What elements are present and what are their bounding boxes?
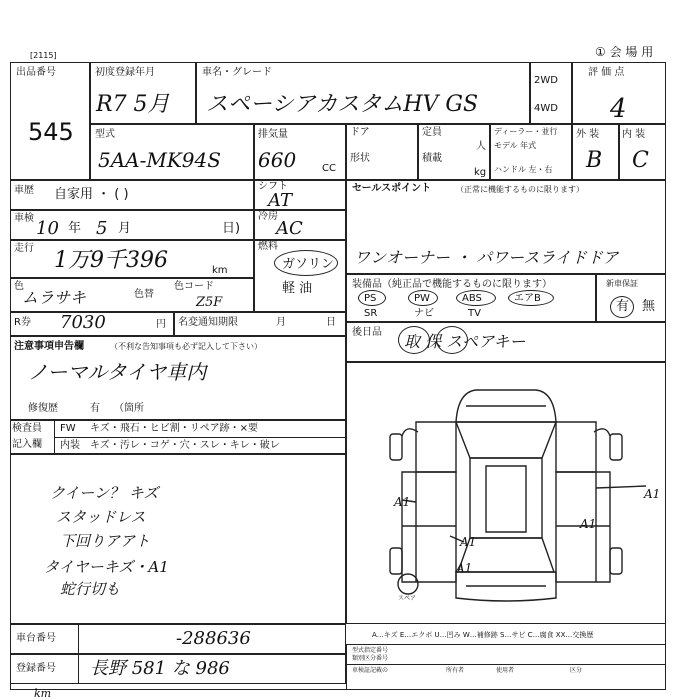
model-value: 5AA-MK94S <box>98 148 221 172</box>
inspection-month-unit: 月 <box>118 221 132 236</box>
hand-note-4: タイヤーキズ・A1 <box>44 558 169 576</box>
inspection-year-unit: 年 <box>68 221 82 236</box>
shift-label: シフト <box>258 181 288 192</box>
equip-ps-circle <box>358 290 386 306</box>
displacement-label: 排気量 <box>258 129 288 140</box>
chassis-value: -288636 <box>176 628 251 649</box>
lot-number: 545 <box>28 118 74 146</box>
bottom-small-4: 所有者 <box>446 667 465 674</box>
fuel-selected-circle <box>274 250 338 276</box>
exterior-label: 外 装 <box>576 129 600 140</box>
bottom-small-3: 車検証記載の <box>352 667 389 674</box>
bottom-small-5: 使用者 <box>496 667 515 674</box>
equip-abs-circle <box>456 290 496 306</box>
repair-label: 修復歴 <box>28 403 58 414</box>
mileage-label: 走行 <box>14 243 34 254</box>
sales-point-label: セールスポイント <box>352 183 432 194</box>
tax-label: 名変通知期限 <box>178 317 238 328</box>
score-value: 4 <box>610 94 627 124</box>
tax-month-unit: 月 <box>276 317 286 328</box>
color-value: ムラサキ <box>22 288 87 307</box>
recycle-value: 7030 <box>60 312 106 333</box>
inspector-in-text: キズ・汚レ・コゲ・穴・スレ・キレ・破レ <box>90 440 280 451</box>
inspection-day-unit: 日) <box>222 221 241 236</box>
inspector-row-divider <box>54 437 346 438</box>
inspection-year: 10 <box>36 218 59 239</box>
lot-label: 出品番号 <box>16 67 56 78</box>
drive-box <box>530 62 572 124</box>
reg-label: 登録番号 <box>16 663 56 674</box>
legend: A…キズ E…エクボ U…凹み W…補修跡 S…サビ C…腐食 XX…交換歴 <box>372 631 594 639</box>
dealer-label: ディーラー・並行 <box>494 127 558 136</box>
equip-tv: TV <box>468 308 481 319</box>
equip-sr: SR <box>364 308 378 319</box>
after-parts-label: 後日品 <box>352 327 382 338</box>
diagram-mark-1: A1 <box>394 495 411 509</box>
reg-value: 長野 581 な 986 <box>90 658 230 679</box>
equip-pw: PW <box>414 293 430 304</box>
repair-has: 有 <box>90 403 100 414</box>
capacity-unit: 人 <box>476 141 486 152</box>
hand-note-1: クイーン？ キズ <box>50 484 159 502</box>
mileage-unit: km <box>212 265 228 276</box>
first-reg-value: R7 5月 <box>96 92 170 117</box>
equip-ps: PS <box>364 293 377 304</box>
equip-navi: ナビ <box>414 308 434 319</box>
usage-label: 車歴 <box>14 185 34 196</box>
car-diagram <box>346 362 666 624</box>
inspector-label: 検査員 <box>12 423 42 434</box>
notes-value: ノーマルタイヤ車内 <box>28 360 207 384</box>
bottom-small-1: 型式指定番号 <box>352 647 389 654</box>
drive-2wd: 2WD <box>534 75 558 86</box>
diagram-mark-3: A1 <box>580 517 597 531</box>
exterior-grade: B <box>586 148 603 173</box>
tax-day-unit: 日 <box>326 317 336 328</box>
reg-divider <box>78 654 79 684</box>
notes-label: 注意事項申告欄 <box>14 341 84 352</box>
spare-label: スペア <box>398 595 417 602</box>
diagram-mark-5: A1 <box>456 561 473 575</box>
recycle-label: R券 <box>14 317 31 328</box>
car-name-value: スペーシアカスタムHV GS <box>206 92 479 117</box>
displacement-unit: CC <box>322 163 336 174</box>
ac-value: AC <box>276 218 303 239</box>
equip-airbag: エアB <box>514 293 541 304</box>
warranty-yes: 有 <box>616 299 630 314</box>
repair-place: （箇所 <box>114 403 144 414</box>
inspector-report: 記入欄 <box>12 439 42 450</box>
load-unit: kg <box>474 167 487 178</box>
first-reg-label: 初度登録年月 <box>95 67 155 78</box>
inspection-label: 車検 <box>14 213 34 224</box>
displacement-value: 660 <box>258 148 297 172</box>
usage-value: 自家用 ・ ( ) <box>54 187 129 202</box>
score-label: 評 価 点 <box>588 67 625 78</box>
capacity-label: 定員 <box>422 127 442 138</box>
fuel-gasoline: ガソリン <box>282 257 335 272</box>
car-name-label: 車名・グレード <box>202 67 272 78</box>
equipment-label: 装備品（純正品で機能するものに限ります） <box>352 279 552 290</box>
hand-note-2: スタッドレス <box>56 508 146 526</box>
hand-note-5: 蛇行切も <box>60 580 121 598</box>
handle-label: ハンドル 左・右 <box>494 165 553 174</box>
load-label: 積載 <box>422 153 442 164</box>
after-parts-circle-2 <box>436 326 468 354</box>
diagram-mark-2: A1 <box>644 487 661 501</box>
sales-point-note: （正常に機能するものに限ります） <box>456 185 584 194</box>
color-code-label: 色コード <box>174 281 214 292</box>
inspector-in: 内装 <box>60 440 80 451</box>
equip-airbag-circle <box>508 290 554 306</box>
sales-point-value: ワンオーナー ・ パワースライドドア <box>354 248 619 267</box>
usage-box <box>10 180 254 210</box>
color-label: 色 <box>14 281 24 292</box>
bottom-row-divider <box>346 664 666 665</box>
fuel-label: 燃料 <box>258 241 278 252</box>
chassis-label: 車台番号 <box>16 633 56 644</box>
after-parts-value: 取 保 スペアキー <box>404 332 526 351</box>
equip-abs: ABS <box>462 293 482 304</box>
color-change-label: 色替 <box>134 289 154 300</box>
warranty-label: 新車保証 <box>606 279 638 288</box>
recycle-unit: 円 <box>156 319 166 330</box>
after-parts-circle-1 <box>398 326 430 354</box>
header-title: ① 会 場 用 <box>595 45 654 59</box>
interior-grade: C <box>632 148 649 173</box>
equip-pw-circle <box>408 290 438 306</box>
chassis-divider <box>78 624 79 654</box>
color-code: Z5F <box>196 295 223 310</box>
shift-value: AT <box>268 190 293 211</box>
hand-note-3: 下回りアアト <box>60 532 151 550</box>
fuel-diesel: 軽 油 <box>282 281 313 296</box>
drive-4wd: 4WD <box>534 103 558 114</box>
warranty-yes-circle <box>610 296 634 318</box>
sheet-code: [2115] <box>30 51 57 60</box>
model-year-label: モデル 年式 <box>494 141 537 150</box>
interior-label: 内 装 <box>622 129 646 140</box>
notes-hint: （不利な告知事項も必ず記入して下さい） <box>110 342 262 351</box>
bottom-small-6: 区分 <box>570 667 583 674</box>
diagram-mark-4: A1 <box>460 535 477 549</box>
shape-label: 形状 <box>350 153 370 164</box>
inspector-fw-text: キズ・飛石・ヒビ割・リペア跡・×要 <box>90 423 258 434</box>
inspection-month: 5 <box>96 218 108 239</box>
bottom-small-2: 類別区分番号 <box>352 655 389 662</box>
model-label: 型式 <box>95 129 115 140</box>
door-label: ドア <box>350 127 370 138</box>
ac-label: 冷房 <box>258 211 278 222</box>
mileage-value: 1万9千396 <box>54 248 168 273</box>
bottom-extra: km <box>34 687 52 700</box>
inspector-fw: FW <box>60 423 76 434</box>
warranty-no: 無 <box>642 299 656 314</box>
